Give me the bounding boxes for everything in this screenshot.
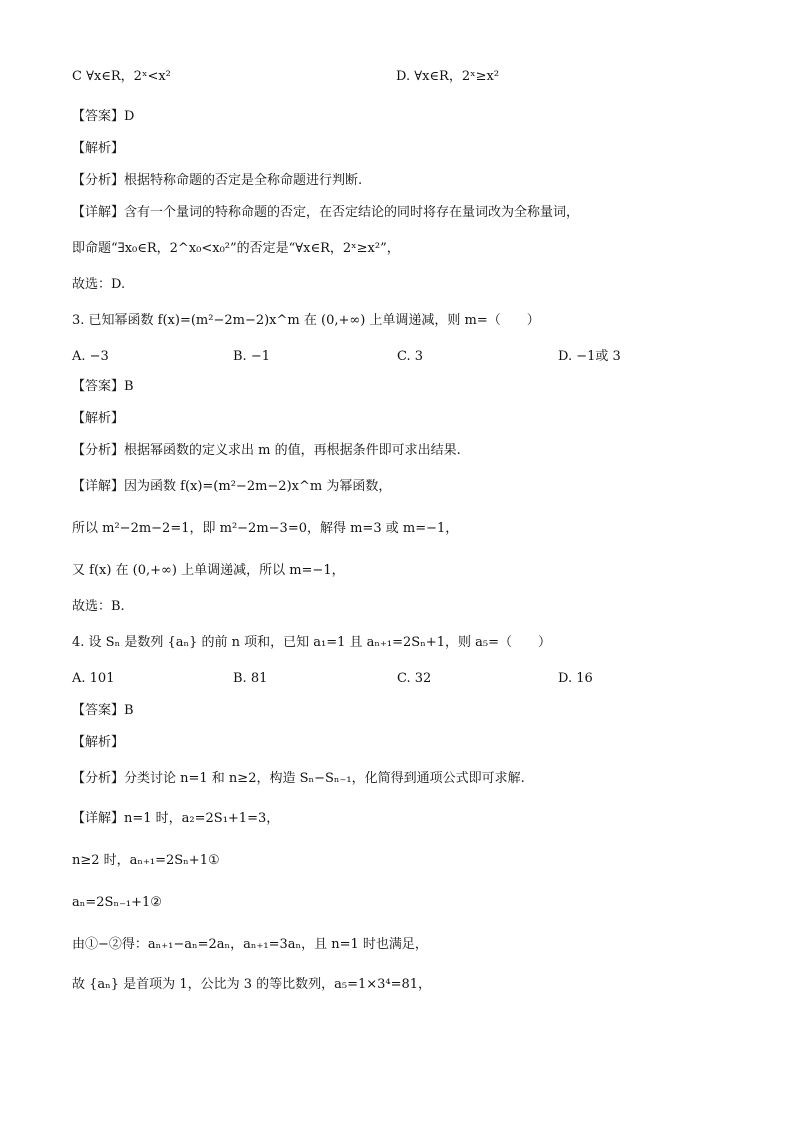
q4-answer: 【答案】B — [72, 703, 134, 718]
q4-detail-1: 【详解】n=1 时，a₂=2S₁+1=3， — [72, 811, 280, 826]
q3-option-a: A. −3 — [72, 349, 109, 364]
q2-detail-1: 【详解】含有一个量词的特称命题的否定，在否定结论的同时将存在量词改为全称量词， — [72, 205, 580, 220]
q3-option-b: B. −1 — [233, 349, 270, 364]
q3-choose: 故选：B. — [72, 599, 125, 614]
q2-answer: 【答案】D — [72, 109, 135, 124]
q4-stem: 4. 设 Sₙ 是数列 {aₙ} 的前 n 项和，已知 a₁=1 且 aₙ₊₁=2Sₙ+1，则 a₅=（ ） — [72, 635, 551, 650]
q2-fenxi: 【分析】根据特称命题的否定是全称命题进行判断. — [72, 173, 363, 188]
q2-option-c: C ∀x∈R，2ˣ<x² — [72, 69, 171, 84]
q4-detail-2: n≥2 时，aₙ₊₁=2Sₙ+1① — [72, 853, 220, 868]
q4-option-d: D. 16 — [558, 671, 593, 686]
q4-detail-5: 故 {aₙ} 是首项为 1，公比为 3 的等比数列，a₅=1×3⁴=81， — [72, 977, 432, 992]
q3-option-c: C. 3 — [397, 349, 424, 364]
q3-fenxi: 【分析】根据幂函数的定义求出 m 的值，再根据条件即可求出结果. — [72, 443, 461, 458]
q4-option-c: C. 32 — [397, 671, 432, 686]
q3-detail-1: 【详解】因为函数 f(x)=(m²−2m−2)x^m 为幂函数， — [72, 479, 392, 494]
q4-detail-4: 由①−②得：aₙ₊₁−aₙ=2aₙ，aₙ₊₁=3aₙ，且 n=1 时也满足， — [72, 937, 428, 952]
q4-option-b: B. 81 — [233, 671, 268, 686]
q3-analysis-heading: 【解析】 — [72, 411, 125, 426]
q4-option-a: A. 101 — [72, 671, 115, 686]
q2-analysis-heading: 【解析】 — [72, 141, 125, 156]
q2-option-d-label: D. — [396, 69, 415, 84]
q3-option-d: D. −1或 3 — [558, 349, 621, 364]
q2-option-c-label: C — [72, 69, 87, 84]
q3-detail-3: 又 f(x) 在 (0,+∞) 上单调递减，所以 m=−1， — [72, 563, 345, 578]
q2-choose: 故选：D. — [72, 277, 126, 292]
q2-option-d: D. ∀x∈R，2ˣ≥x² — [396, 69, 500, 84]
q3-stem: 3. 已知幂函数 f(x)=(m²−2m−2)x^m 在 (0,+∞) 上单调递减，则 m=（ ） — [72, 313, 540, 328]
q4-analysis-heading: 【解析】 — [72, 735, 125, 750]
q4-fenxi: 【分析】分类讨论 n=1 和 n≥2，构造 Sₙ−Sₙ₋₁，化简得到通项公式即可求解. — [72, 771, 525, 786]
q4-detail-3: aₙ=2Sₙ₋₁+1② — [72, 895, 162, 910]
q3-answer: 【答案】B — [72, 379, 134, 394]
q2-detail-2: 即命题“∃x₀∈R，2^x₀<x₀²”的否定是“∀x∈R，2ˣ≥x²”， — [72, 241, 400, 256]
q3-detail-2: 所以 m²−2m−2=1，即 m²−2m−3=0，解得 m=3 或 m=−1， — [72, 521, 459, 536]
